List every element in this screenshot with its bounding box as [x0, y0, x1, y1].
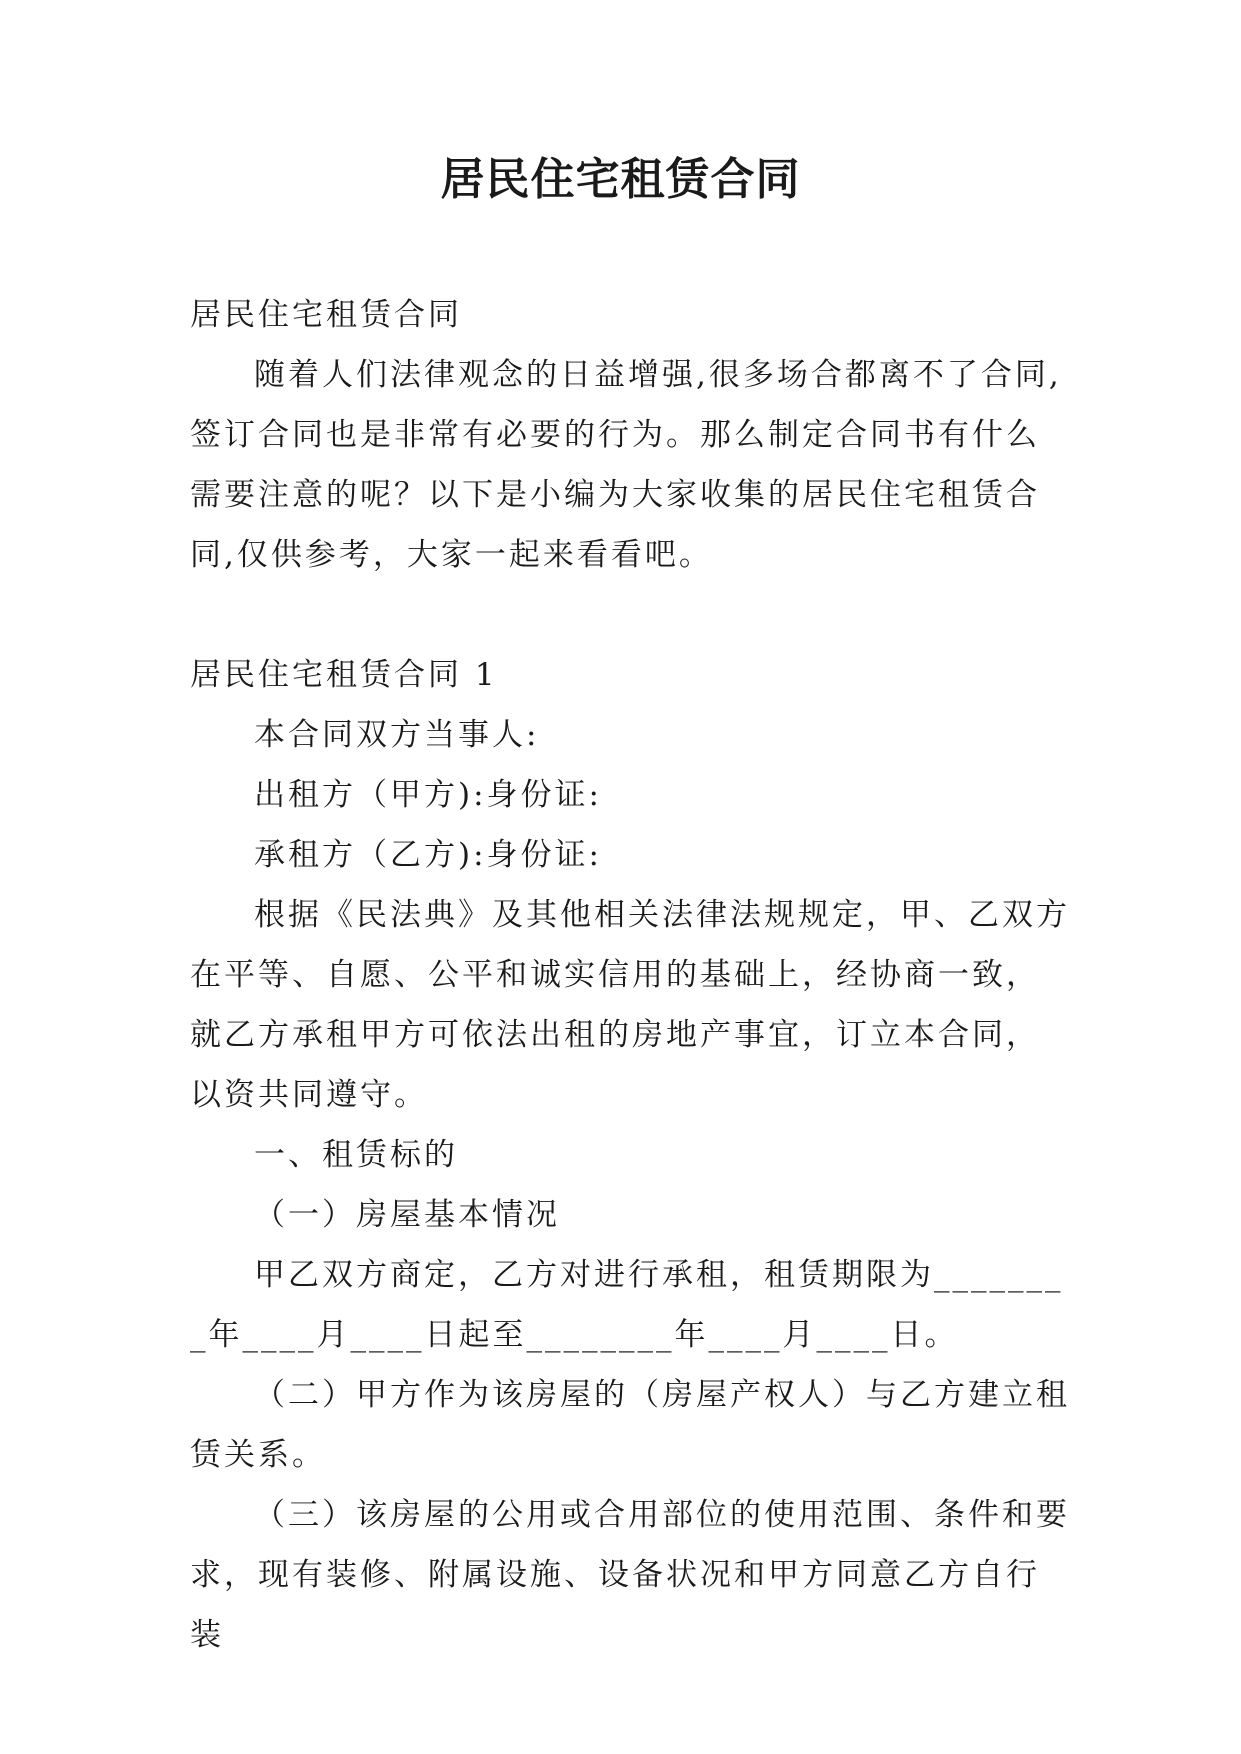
document-title: 居民住宅租赁合同 — [440, 154, 801, 205]
clause-heading-1: 一、租赁标的 — [254, 1137, 458, 1173]
basis-paragraph: 根据《民法典》及其他相关法律法规规定，甲、乙双方在平等、自愿、公平和诚实信用的基础上，经协商一致，就乙方承租甲方可依法出租的房地产事宜，订立本合同，以资共同遵守。 — [190, 897, 1070, 1113]
document-body — [190, 285, 1070, 1665]
subclause-3: （三）该房屋的公用或合用部位的使用范围、条件和要求，现有装修、附属设施、设备状况和甲方同意乙方自行装 — [190, 1497, 1070, 1653]
subclause-2: （二）甲方作为该房屋的（房屋产权人）与乙方建立租赁关系。 — [190, 1377, 1070, 1473]
lessor-line: 出租方（甲方):身份证: — [254, 777, 602, 813]
paragraph-spacer — [190, 585, 1070, 645]
lease-term-paragraph: 甲乙双方商定，乙方对进行承租，租赁期限为________年____月____日起至________年____月____日。 — [190, 1257, 1064, 1353]
lessee-line: 承租方（乙方):身份证: — [254, 837, 602, 873]
intro-paragraph: 随着人们法律观念的日益增强,很多场合都离不了合同,签订合同也是非常有必要的行为。那么制定合同书有什么需要注意的呢？以下是小编为大家收集的居民住宅租赁合同,仅供参考，大家一起来看看吧。 — [190, 357, 1062, 573]
contract-heading: 居民住宅租赁合同 1 — [190, 657, 498, 693]
section-heading: 居民住宅租赁合同 — [190, 297, 462, 333]
subclause-1: （一）房屋基本情况 — [254, 1197, 560, 1233]
parties-line: 本合同双方当事人: — [254, 717, 540, 753]
